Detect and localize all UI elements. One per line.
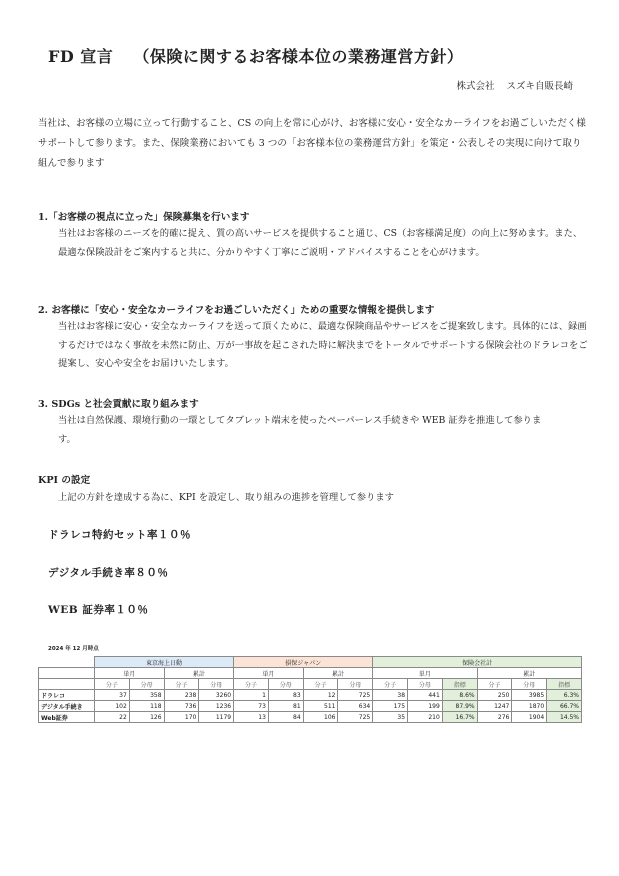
cell: 102 — [95, 701, 130, 712]
field-header: 分子 — [477, 679, 512, 690]
metric-cell: 16.7% — [442, 712, 477, 723]
cell: 634 — [338, 701, 373, 712]
metric-cell: 66.7% — [547, 701, 582, 712]
company-name-text: スズキ自販長崎 — [506, 81, 573, 92]
section-1-heading: 1.「お客様の視点に立った」保険募集を行います — [38, 212, 250, 223]
kpi-heading: KPI の設定 — [38, 475, 91, 486]
field-header: 分母 — [512, 679, 547, 690]
cell: 38 — [373, 690, 408, 701]
row-label: ドラレコ — [39, 690, 95, 701]
kpi-item-digital: デジタル手続き率８０％ — [48, 567, 169, 579]
cell: 1247 — [477, 701, 512, 712]
period-corner — [39, 668, 95, 679]
cell: 73 — [234, 701, 269, 712]
field-header-metric: 指標 — [547, 679, 582, 690]
kpi-item-dashcam: ドラレコ特約セット率１０％ — [48, 529, 191, 541]
table-header-row-period — [39, 668, 582, 679]
cell: 725 — [338, 712, 373, 723]
cell: 170 — [164, 712, 199, 723]
row-label: デジタル手続き — [39, 701, 95, 712]
cell: 3985 — [512, 690, 547, 701]
title-prefix: FD 宣言 — [48, 47, 114, 66]
field-header: 分子 — [234, 679, 269, 690]
field-header: 分母 — [199, 679, 234, 690]
cell: 126 — [129, 712, 164, 723]
field-corner — [39, 679, 95, 690]
cell: 84 — [268, 712, 303, 723]
group-tokio: 東京海上日動 — [95, 657, 234, 668]
cell: 736 — [164, 701, 199, 712]
field-header-metric: 指標 — [442, 679, 477, 690]
section-3-heading: 3. SDGs と社会貢献に取り組みます — [38, 399, 199, 410]
table-row — [39, 701, 582, 712]
cell: 13 — [234, 712, 269, 723]
metric-cell: 87.9% — [442, 701, 477, 712]
intro-paragraph: 当社は、お客様の立場に立って行動すること、CS の向上を常に心がけ、お客様に安心・安全なカーライフをお過ごしいただく様サポートして参ります。また、保険業務においても 3 つの「お客様本位の業務運営方針」を策定・公表しその実現に向けて取り組んで参ります — [38, 118, 586, 169]
period-header: 単月 — [373, 668, 477, 679]
section-2-heading: 2. お客様に「安心・安全なカーライフをお過ごしいただく」ための重要な情報を提供します — [38, 305, 435, 316]
period-header: 累計 — [164, 668, 234, 679]
field-header: 分子 — [95, 679, 130, 690]
table-row — [39, 712, 582, 723]
field-header: 分母 — [129, 679, 164, 690]
section-1-body: 当社はお客様のニーズを的確に捉え、質の高いサービスを提供すること通じ、CS（お客様満足度）の向上に努めます。また、最適な保険設計をご案内すると共に、分かりやすく丁寧にご説明・アドバイスすることを心がけます。 — [58, 228, 583, 258]
metric-cell: 8.6% — [442, 690, 477, 701]
cell: 1870 — [512, 701, 547, 712]
cell: 106 — [303, 712, 338, 723]
cell: 358 — [129, 690, 164, 701]
section-2-body: 当社はお客様に安心・安全なカーライフを送って頂くために、最適な保険商品やサービスをご提案致します。具体的には、録画するだけではなく事故を未然に防止、万が一事故を起こされた時に解決までをトータルでサポートする保険会社のドラレコをご提案し、安心や安全をお届けいたします。 — [58, 321, 588, 369]
cell: 118 — [129, 701, 164, 712]
cell: 3260 — [199, 690, 234, 701]
cell: 210 — [408, 712, 443, 723]
cell: 1236 — [199, 701, 234, 712]
table-header-row-fields — [39, 679, 582, 690]
cell: 441 — [408, 690, 443, 701]
cell: 238 — [164, 690, 199, 701]
field-header: 分子 — [303, 679, 338, 690]
cell: 1179 — [199, 712, 234, 723]
cell: 276 — [477, 712, 512, 723]
field-header: 分母 — [408, 679, 443, 690]
cell: 22 — [95, 712, 130, 723]
group-sompo: 損保ジャパン — [234, 657, 373, 668]
kpi-description: 上記の方針を達成する為に、KPI を設定し、取り組みの進捗を管理して参ります — [58, 492, 394, 503]
metric-cell: 6.3% — [547, 690, 582, 701]
cell: 199 — [408, 701, 443, 712]
period-header: 単月 — [95, 668, 165, 679]
table-row — [39, 690, 582, 701]
cell: 1 — [234, 690, 269, 701]
row-label: Web証券 — [39, 712, 95, 723]
field-header: 分子 — [164, 679, 199, 690]
company-name — [456, 78, 573, 92]
period-header: 累計 — [477, 668, 581, 679]
cell: 250 — [477, 690, 512, 701]
cell: 12 — [303, 690, 338, 701]
cell: 175 — [373, 701, 408, 712]
table-corner — [39, 657, 95, 668]
period-header: 単月 — [234, 668, 304, 679]
cell: 1904 — [512, 712, 547, 723]
table-as-of-date: 2024 年 12 月時点 — [48, 646, 99, 652]
section-3-body: 当社は自然保護、環境行動の一環としてタブレット端末を使ったペーパーレス手続きや WEB 証券を推進して参ります。 — [58, 415, 542, 445]
metric-cell: 14.5% — [547, 712, 582, 723]
period-header: 累計 — [303, 668, 373, 679]
table-header-row-groups — [39, 657, 582, 668]
group-total: 保険会社計 — [373, 657, 582, 668]
cell: 37 — [95, 690, 130, 701]
cell: 83 — [268, 690, 303, 701]
cell: 81 — [268, 701, 303, 712]
cell: 725 — [338, 690, 373, 701]
company-type: 株式会社 — [456, 81, 495, 92]
page-title — [48, 44, 463, 67]
kpi-results-table — [38, 656, 582, 723]
title-main: （保険に関するお客様本位の業務運営方針） — [133, 47, 464, 66]
cell: 35 — [373, 712, 408, 723]
kpi-item-web-policy: WEB 証券率１０％ — [48, 604, 149, 616]
field-header: 分子 — [373, 679, 408, 690]
cell: 511 — [303, 701, 338, 712]
field-header: 分母 — [338, 679, 373, 690]
field-header: 分母 — [268, 679, 303, 690]
